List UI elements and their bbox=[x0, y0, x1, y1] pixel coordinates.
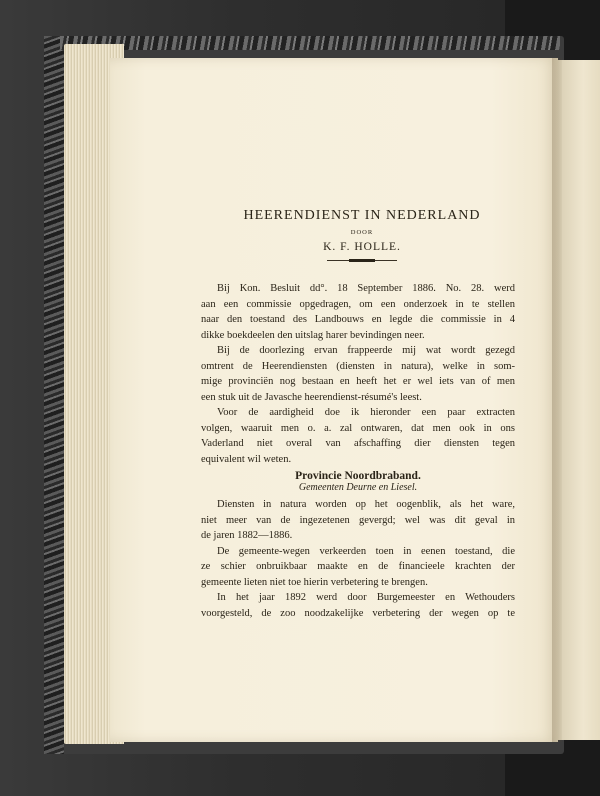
facing-page bbox=[558, 60, 600, 740]
byline-prefix: DOOR bbox=[350, 229, 374, 236]
paragraphs-part1 bbox=[201, 281, 515, 467]
text-line: mige provinciën nog bestaan en heeft het er wel iets van of men bbox=[201, 376, 515, 387]
text-line: Vaderland niet overal van afschaffing dier diensten tegen bbox=[201, 438, 515, 449]
text-line: Bij Kon. Besluit dd°. 18 September 1886. No. 28. werd bbox=[217, 283, 515, 294]
text-line: niet meer van de ingezetenen gevergd; wel was dit geval in bbox=[201, 514, 515, 526]
paragraph bbox=[201, 544, 515, 591]
text-line: gemeente lieten niet toe hierin verbetering te brengen. bbox=[201, 576, 428, 588]
text-line: omtrent de Heerendiensten (diensten in natura), welke in som- bbox=[201, 360, 515, 372]
marbled-edge-top bbox=[60, 36, 560, 50]
text-line: ze schier onbruikbaar maakte en de financieele krachten der bbox=[201, 561, 515, 572]
paragraph bbox=[201, 343, 515, 405]
paragraph bbox=[201, 281, 515, 343]
section-heading: Provincie Noordbraband. bbox=[295, 470, 421, 482]
text-line: Voor de aardigheid doe ik hieronder een paar extracten bbox=[217, 407, 515, 418]
article bbox=[201, 208, 515, 621]
text-line: voorgesteld, de zoo noodzakelijke verbetering der wegen op te bbox=[201, 607, 515, 619]
text-line: dikke boekdeelen den uitslag harer bevindingen neer. bbox=[201, 329, 425, 341]
text-line: naar den toestand des Landbouws en legde die commissie in 4 bbox=[201, 314, 515, 325]
text-line: een stuk uit de Javasche heerendienst-résumé's leest. bbox=[201, 391, 422, 403]
marbled-edge-left bbox=[44, 36, 64, 754]
text-line: equivalent wil weten. bbox=[201, 453, 292, 465]
text-line: Bij de doorlezing ervan frappeerde mij wat wordt gezegd bbox=[217, 345, 515, 356]
paragraphs-part2 bbox=[201, 497, 515, 621]
paragraph bbox=[201, 497, 515, 544]
text-line: In het jaar 1892 werd door Burgemeester en Wethouders bbox=[217, 592, 515, 603]
text-line: aan een commissie opgedragen, om een onderzoek in te stellen bbox=[201, 298, 515, 310]
text-line: de jaren 1882—1886. bbox=[201, 530, 293, 541]
section-subheading: Gemeenten Deurne en Liesel. bbox=[298, 482, 418, 493]
title-rule bbox=[327, 259, 397, 261]
paragraph bbox=[201, 405, 515, 467]
text-line: volgen, waaruit men o. a. zal ontwaren, dat men ook in ons bbox=[201, 422, 515, 434]
text-line: De gemeente-wegen verkeerden toen in eenen toestand, die bbox=[217, 545, 515, 557]
author-name: K. F. HOLLE. bbox=[323, 241, 401, 253]
text-line: Diensten in natura worden op het oogenblik, als het ware, bbox=[217, 499, 515, 510]
paragraph bbox=[201, 590, 515, 621]
article-title: HEERENDIENST IN NEDERLAND bbox=[243, 208, 481, 223]
page-gutter bbox=[552, 58, 562, 742]
